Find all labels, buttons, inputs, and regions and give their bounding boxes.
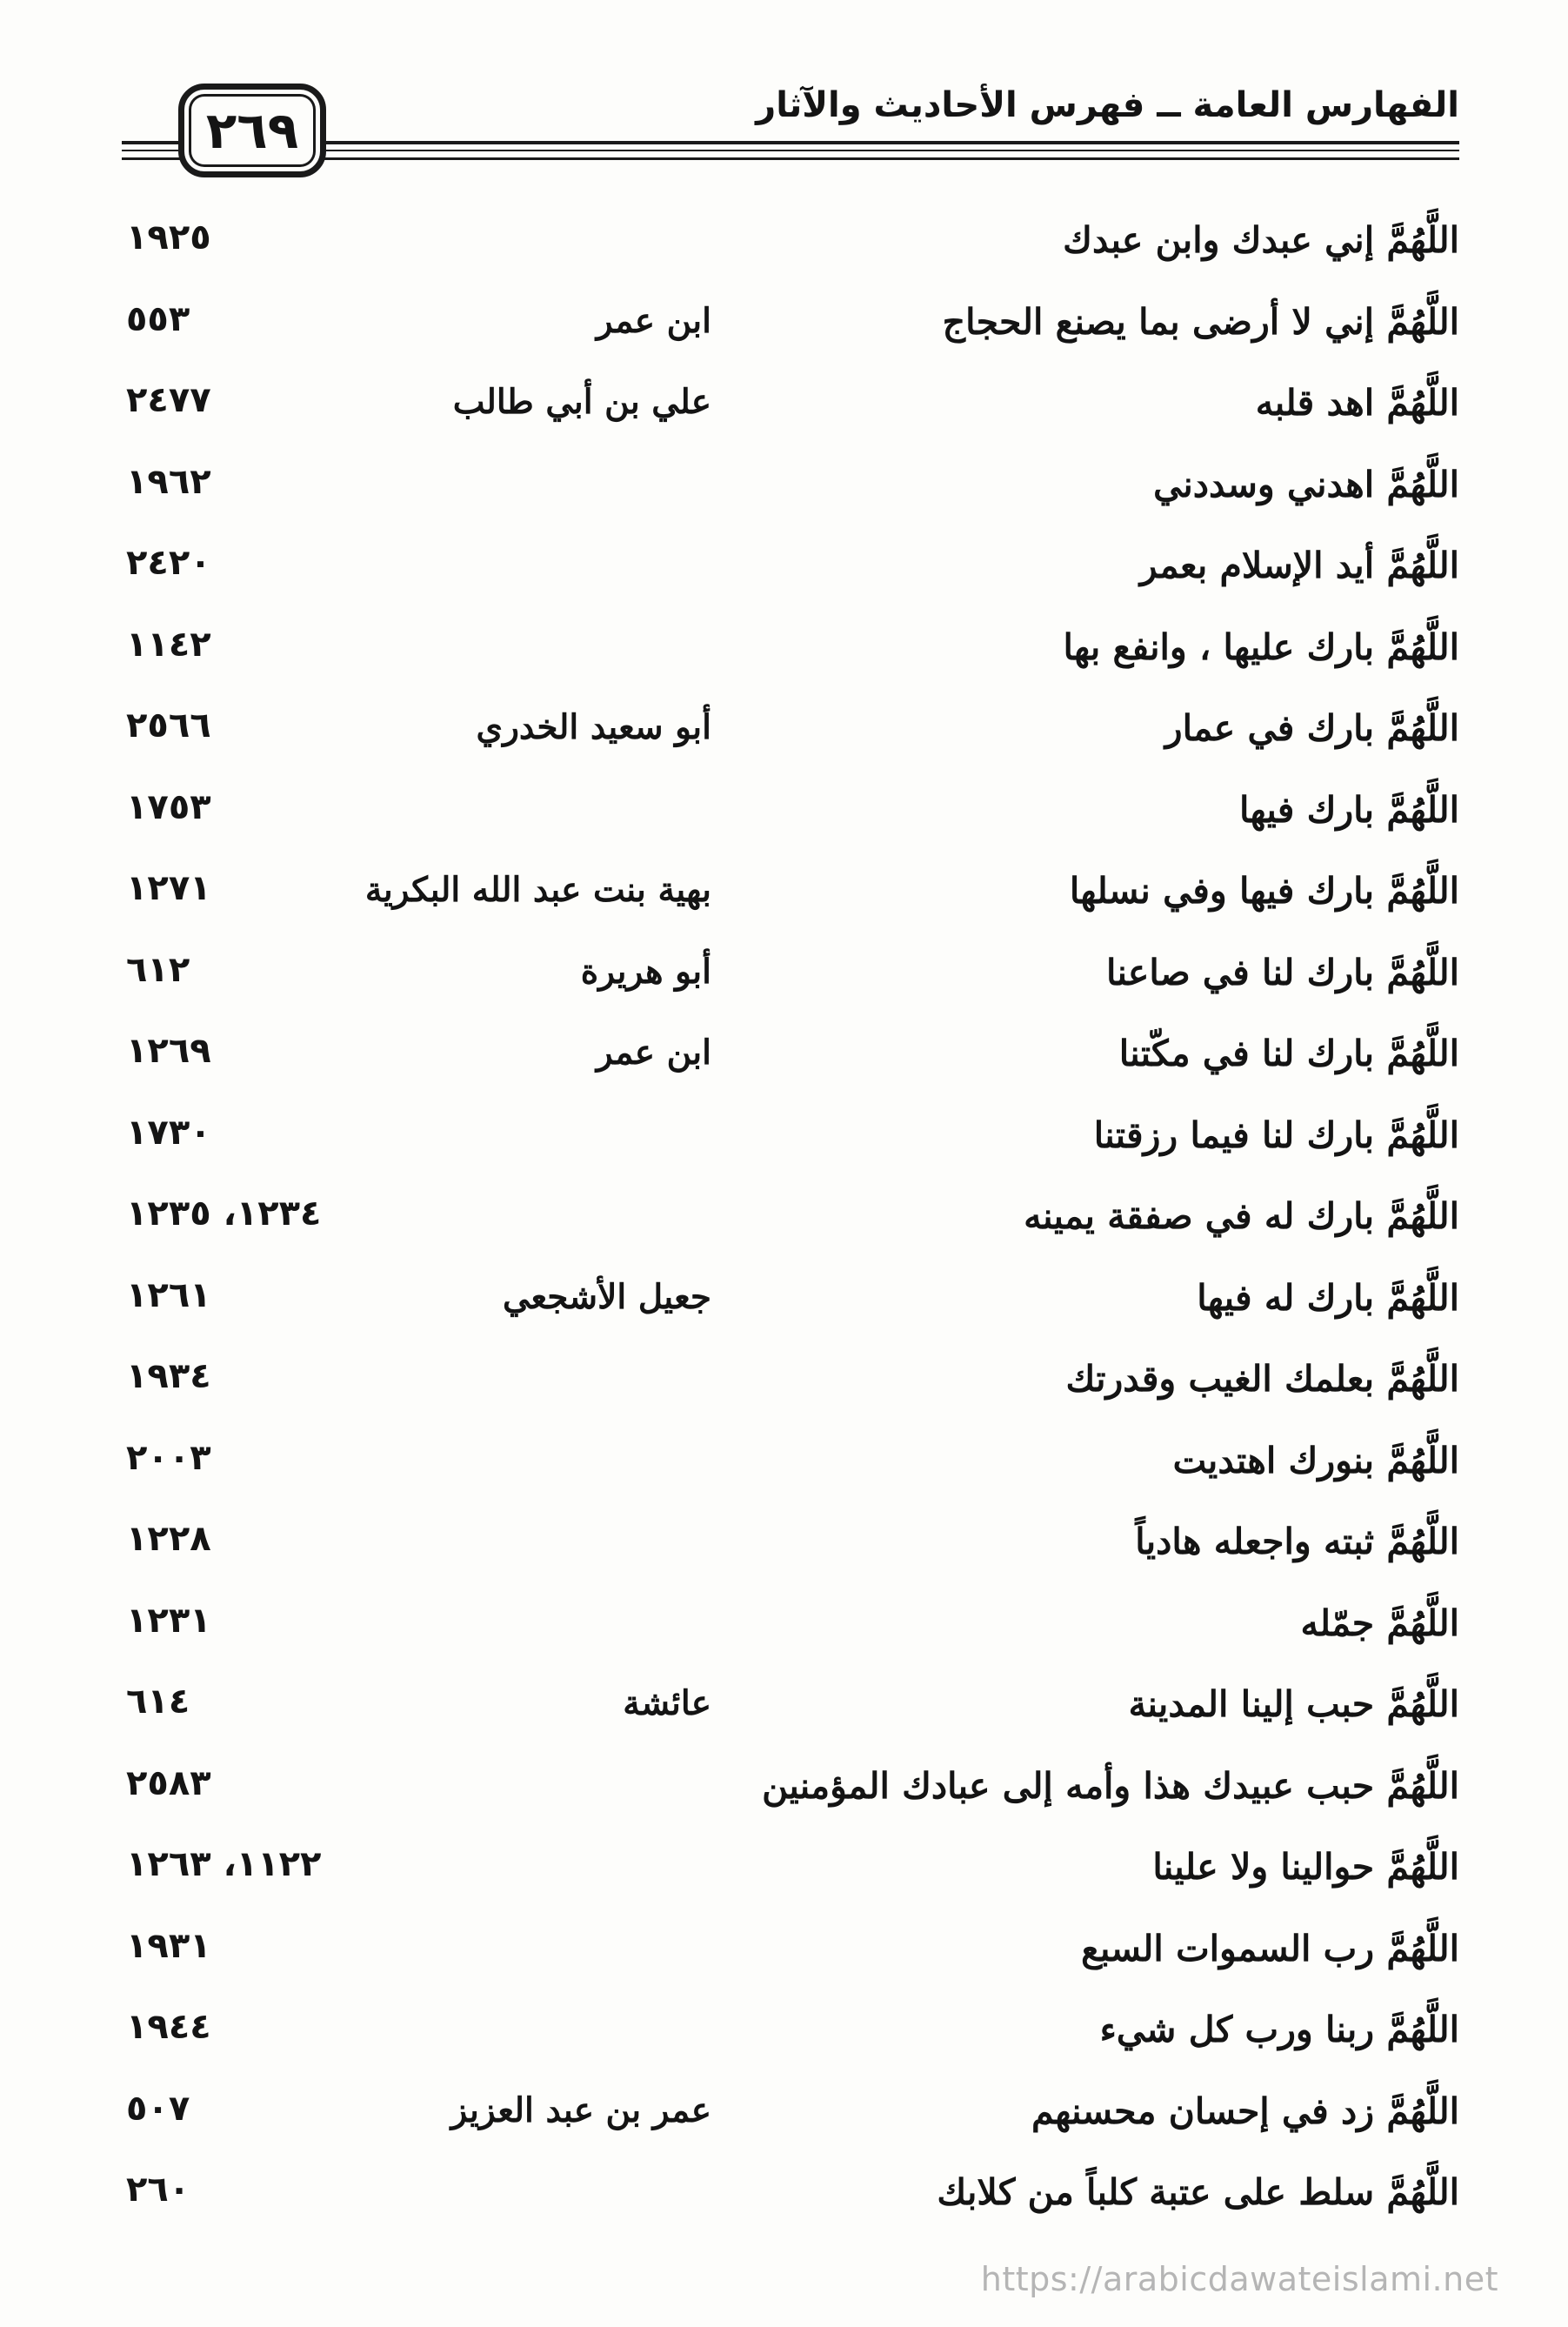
hadith-text: اللَّهُمَّ ثبته واجعله هادياً bbox=[1135, 1521, 1459, 1562]
hadith-text: اللَّهُمَّ حوالينا ولا علينا bbox=[1152, 1846, 1459, 1888]
hadith-number: ٢٦٠ bbox=[126, 2170, 190, 2210]
hadith-text: اللَّهُمَّ إني عبدك وابن عبدك bbox=[1063, 219, 1459, 261]
hadith-text: اللَّهُمَّ رب السموات السبع bbox=[1081, 1927, 1459, 1969]
hadith-text: اللَّهُمَّ اهد قلبه bbox=[1255, 382, 1459, 424]
narrator: بهية بنت عبد الله البكرية bbox=[364, 870, 711, 910]
hadith-number: ٥٥٣ bbox=[126, 298, 190, 339]
narrator: أبو سعيد الخدري bbox=[476, 707, 711, 747]
page-number: ٢٦٩ bbox=[205, 101, 299, 160]
watermark: https://arabicdawateislami.net bbox=[980, 2260, 1498, 2298]
hadith-number: ١٢٢٨ bbox=[126, 1519, 211, 1559]
narrator: عائشة bbox=[623, 1683, 711, 1723]
hadith-number: ١٢٣٤، ١٢٣٥ bbox=[126, 1194, 322, 1234]
hadith-text: اللَّهُمَّ بارك لنا في مكّتنا bbox=[1118, 1033, 1459, 1074]
hadith-text: اللَّهُمَّ اهدني وسددني bbox=[1153, 463, 1459, 505]
hadith-text: اللَّهُمَّ بارك لنا في صاعنا bbox=[1106, 951, 1459, 993]
hadith-number: ١٢٧١ bbox=[126, 868, 211, 908]
hadith-number: ١٩٤٤ bbox=[126, 2007, 211, 2047]
index-entry bbox=[0, 2071, 1568, 2153]
index-entry bbox=[0, 363, 1568, 445]
index-entry bbox=[0, 1664, 1568, 1746]
hadith-index-list bbox=[0, 200, 1568, 2234]
index-entry bbox=[0, 688, 1568, 770]
hadith-number: ١١٤٢ bbox=[126, 624, 211, 665]
hadith-text: اللَّهُمَّ زد في إحسان محسنهم bbox=[1031, 2090, 1459, 2132]
hadith-text: اللَّهُمَّ بعلمك الغيب وقدرتك bbox=[1065, 1358, 1459, 1400]
index-entry bbox=[0, 851, 1568, 933]
hadith-text: اللَّهُمَّ جمّله bbox=[1300, 1601, 1459, 1644]
narrator: علي بن أبي طالب bbox=[452, 382, 711, 422]
index-entry bbox=[0, 1339, 1568, 1421]
index-entry bbox=[0, 1176, 1568, 1258]
page-number-frame bbox=[178, 84, 326, 177]
index-entry bbox=[0, 1909, 1568, 1990]
index-entry bbox=[0, 1746, 1568, 1828]
hadith-number: ١٩٣١ bbox=[126, 1925, 211, 1966]
hadith-text: اللَّهُمَّ حبب عبيدك هذا وأمه إلى عبادك المؤمنين bbox=[762, 1764, 1459, 1807]
hadith-text: اللَّهُمَّ بارك عليها ، وانفع بها bbox=[1063, 625, 1459, 668]
hadith-text: اللَّهُمَّ أيد الإسلام بعمر bbox=[1139, 545, 1459, 586]
hadith-number: ٢٥٨٣ bbox=[126, 1762, 211, 1803]
hadith-number: ٦١٤ bbox=[126, 1682, 190, 1722]
index-entry bbox=[0, 525, 1568, 607]
hadith-number: ٢٠٠٣ bbox=[126, 1437, 211, 1478]
index-entry bbox=[0, 282, 1568, 364]
index-entry bbox=[0, 2152, 1568, 2234]
index-entry bbox=[0, 1095, 1568, 1177]
hadith-number: ١٩٣٤ bbox=[126, 1356, 211, 1396]
index-entry bbox=[0, 1421, 1568, 1502]
hadith-text: اللَّهُمَّ إني لا أرضى بما يصنع الحجاج bbox=[942, 300, 1459, 343]
index-entry bbox=[0, 1989, 1568, 2071]
index-entry bbox=[0, 1501, 1568, 1583]
hadith-text: اللَّهُمَّ بارك له في صفقة يمينه bbox=[1024, 1195, 1459, 1237]
narrator: جعيل الأشجعي bbox=[502, 1276, 711, 1317]
hadith-number: ١٩٦٢ bbox=[126, 461, 211, 502]
hadith-number: ١٩٢٥ bbox=[126, 217, 211, 257]
index-entry bbox=[0, 1827, 1568, 1909]
hadith-number: ٢٤٧٧ bbox=[126, 380, 211, 420]
hadith-number: ١٧٣٠ bbox=[126, 1112, 211, 1153]
hadith-text: اللَّهُمَّ بارك فيها وفي نسلها bbox=[1069, 870, 1459, 912]
narrator: أبو هريرة bbox=[580, 951, 711, 992]
hadith-text: اللَّهُمَّ بارك في عمار bbox=[1164, 707, 1459, 749]
hadith-number: ١٢٦١ bbox=[126, 1274, 211, 1315]
hadith-number: ١١٢٢، ١٢٦٣ bbox=[126, 1844, 322, 1884]
hadith-number: ١٧٥٣ bbox=[126, 786, 211, 827]
index-entry bbox=[0, 1013, 1568, 1095]
hadith-text: اللَّهُمَّ بارك له فيها bbox=[1197, 1276, 1459, 1319]
hadith-text: اللَّهُمَّ سلط على عتبة كلباً من كلابك bbox=[937, 2171, 1459, 2213]
hadith-text: اللَّهُمَّ بارك لنا فيما رزقتنا bbox=[1093, 1113, 1459, 1156]
hadith-number: ١٢٣١ bbox=[126, 1600, 211, 1641]
narrator: عمر بن عبد العزيز bbox=[450, 2090, 711, 2130]
narrator: ابن عمر bbox=[596, 300, 711, 341]
hadith-text: اللَّهُمَّ بارك فيها bbox=[1238, 788, 1459, 831]
hadith-text: اللَّهُمَّ حبب إلينا المدينة bbox=[1128, 1683, 1459, 1725]
index-entry bbox=[0, 607, 1568, 689]
hadith-number: ١٢٦٩ bbox=[126, 1031, 211, 1071]
hadith-number: ٦١٢ bbox=[126, 949, 190, 990]
hadith-number: ٢٥٦٦ bbox=[126, 705, 211, 746]
hadith-text: اللَّهُمَّ ربنا ورب كل شيء bbox=[1099, 2009, 1459, 2050]
index-entry bbox=[0, 770, 1568, 852]
index-entry bbox=[0, 200, 1568, 282]
index-entry bbox=[0, 933, 1568, 1014]
hadith-number: ٢٤٢٠ bbox=[126, 543, 211, 583]
narrator: ابن عمر bbox=[596, 1033, 711, 1073]
index-entry bbox=[0, 1258, 1568, 1340]
hadith-text: اللَّهُمَّ بنورك اهتديت bbox=[1172, 1439, 1459, 1481]
hadith-number: ٥٠٧ bbox=[126, 2088, 190, 2129]
index-entry bbox=[0, 445, 1568, 526]
running-title: الفهارس العامة ــ فهرس الأحاديث والآثار bbox=[756, 85, 1459, 125]
index-entry bbox=[0, 1583, 1568, 1665]
